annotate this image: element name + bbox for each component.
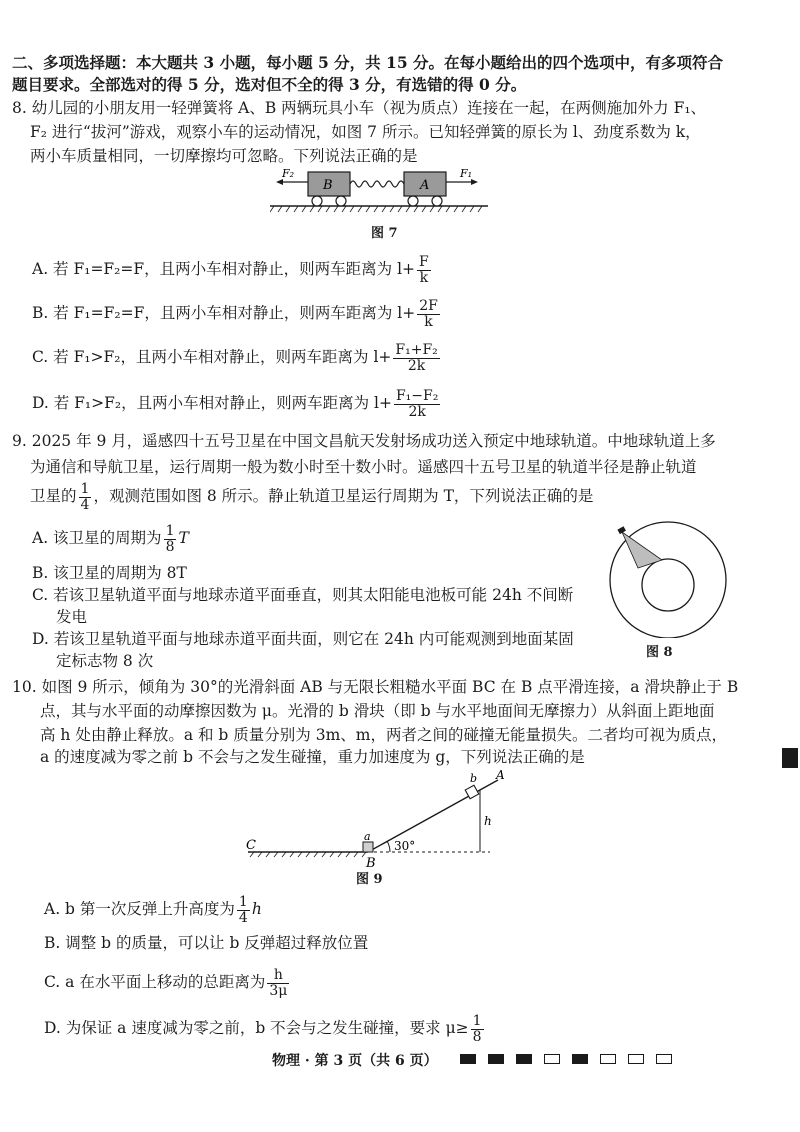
q10-option-c-pre: C. a 在水平面上移动的总距离为	[44, 973, 266, 991]
section-header-line2: 题目要求。全部选对的得 5 分，选对但不全的得 3 分，有选错的得 0 分。	[12, 75, 527, 94]
fig9-label-b-point: B	[366, 856, 376, 870]
q10-stem-line2: 点，其与水平面的动摩擦因数为 μ。光滑的 b 滑块（即 b 与水平地面间无摩擦力）从斜面上距地面	[40, 702, 715, 720]
q8-option-c-den: 2k	[407, 357, 426, 374]
q9-stem-line3-pre: 卫星的	[30, 487, 77, 505]
q10-option-d[interactable]	[44, 1008, 486, 1048]
q9-option-a[interactable]	[32, 520, 189, 556]
q9-stem-line2: 为通信和导航卫星，运行周期一般为数小时至十数小时。遥感四十五号卫星的轨道半径是静止轨道	[30, 458, 697, 476]
q8-option-c[interactable]	[32, 340, 442, 374]
section-header-line1: 二、多项选择题：本大题共 3 小题，每小题 5 分，共 15 分。在每小题给出的四个选项中，有多项符合	[12, 53, 724, 72]
q10-option-b[interactable]: B. 调整 b 的质量，可以让 b 反弹超过释放位置	[44, 934, 369, 952]
q8-option-a-num: F	[419, 253, 429, 270]
q10-stem-line3: 高 h 处由静止释放。a 和 b 质量分别为 3m、m，两者之间的碰撞无能量损失。二者均可视为质点，	[40, 726, 727, 744]
q9-option-b[interactable]: B. 该卫星的周期为 8T	[32, 564, 187, 582]
q8-stem-line3: 两小车质量相同，一切摩擦均可忽略。下列说法正确的是	[30, 147, 418, 165]
q9-stem-line3-den: 4	[80, 496, 90, 513]
q8-option-b-den: k	[424, 313, 433, 330]
q9-option-c-line1[interactable]: C. 若该卫星轨道平面与地球赤道平面垂直，则其太阳能电池板可能 24h 不间断	[32, 586, 574, 604]
q10-option-c-den: 3μ	[269, 982, 288, 999]
footer-mark-filled	[488, 1054, 504, 1064]
q8-option-c-text: C. 若 F₁>F₂，且两小车相对静止，则两车距离为 l+	[32, 348, 392, 366]
q10-option-c-num: h	[267, 968, 289, 984]
q9-option-d-line1[interactable]: D. 若该卫星轨道平面与地球赤道平面共面，则它在 24h 内可能观测到地面某固	[32, 630, 574, 648]
q9-stem-line1: 9. 2025 年 9 月，遥感四十五号卫星在中国文昌航天发射场成功送入预定中地球轨道。中地球轨道上多	[12, 432, 716, 450]
q8-option-d-den: 2k	[408, 403, 426, 420]
fig9-label-b-block: b	[470, 772, 478, 785]
figure-9-caption: 图 9	[356, 872, 383, 887]
footer-mark-filled	[516, 1054, 532, 1064]
fig9-label-c: C	[246, 838, 256, 853]
q10-option-a-num: 1	[238, 893, 248, 910]
q8-option-c-num: F₁+F₂	[395, 341, 438, 358]
fig7-label-a: A	[420, 178, 430, 193]
q8-option-a-text: A. 若 F₁=F₂=F，且两小车相对静止，则两车距离为 l+	[32, 260, 416, 278]
q8-option-d[interactable]	[32, 386, 442, 420]
q8-option-d-text: D. 若 F₁>F₂，且两小车相对静止，则两车距离为 l+	[32, 394, 392, 412]
q10-stem-line4: a 的速度减为零之前 b 不会与之发生碰撞，重力加速度为 g，下列说法正确的是	[40, 748, 585, 766]
fig9-label-a-block: a	[364, 830, 371, 843]
footer-mark-empty	[600, 1054, 616, 1064]
q10-stem-line1: 10. 如图 9 所示，倾角为 30°的光滑斜面 AB 与无限长粗糙水平面 BC 在 B 点平滑连接，a 滑块静止于 B	[12, 678, 739, 696]
q9-stem-line3-post: ，观测范围如图 8 所示。静止轨道卫星运行周期为 T，下列说法正确的是	[93, 487, 594, 505]
fig9-label-angle: 30°	[394, 839, 416, 853]
q10-option-d-pre: D. 为保证 a 速度减为零之前，b 不会与之发生碰撞，要求 μ≥	[44, 1019, 469, 1037]
q10-option-a-pre: A. b 第一次反弹上升高度为	[44, 900, 235, 918]
q9-stem-line3	[30, 476, 593, 516]
q10-option-a-post: h	[251, 900, 262, 918]
figure-9-diagram	[240, 770, 520, 870]
q8-stem-line2: F₂ 进行“拔河”游戏，观察小车的运动情况，如图 7 所示。已知轻弹簧的原长为 l、劲度系数为 k，	[30, 123, 701, 141]
q10-option-d-den: 8	[472, 1028, 482, 1045]
q10-option-d-num: 1	[472, 1012, 482, 1029]
fig7-label-f2: F₂	[282, 167, 295, 180]
fig9-label-h: h	[484, 814, 492, 828]
q9-option-a-pre: A. 该卫星的周期为	[32, 529, 162, 547]
q8-option-a[interactable]	[32, 252, 433, 286]
figure-7-caption: 图 7	[371, 226, 398, 241]
figure-7-diagram	[270, 162, 490, 220]
q8-option-d-num: F₁−F₂	[395, 387, 439, 404]
footer-mark-filled	[572, 1054, 588, 1064]
figure-8-diagram	[598, 520, 738, 638]
figure-8-caption: 图 8	[646, 645, 673, 660]
q10-option-a-den: 4	[238, 909, 248, 926]
q8-option-b[interactable]	[32, 296, 442, 330]
q10-option-c[interactable]	[44, 962, 291, 1002]
q9-option-d-line2: 定标志物 8 次	[56, 652, 154, 670]
footer-mark-empty	[656, 1054, 672, 1064]
q8-option-b-num: 2F	[419, 297, 438, 314]
q9-stem-line3-num: 1	[80, 480, 90, 497]
q9-option-a-num: 1	[165, 522, 175, 539]
fig7-label-b: B	[323, 178, 333, 193]
page-footer-label: 物理 · 第 3 页（共 6 页）	[272, 1053, 438, 1069]
footer-mark-filled	[460, 1054, 476, 1064]
q9-option-a-den: 8	[165, 538, 175, 555]
fig7-label-f1: F₁	[460, 167, 473, 180]
q9-option-c-line2: 发电	[56, 608, 88, 626]
q10-option-a[interactable]	[44, 890, 262, 928]
q8-stem-line1: 8. 幼儿园的小朋友用一轻弹簧将 A、B 两辆玩具小车（视为质点）连接在一起，在两侧施加外力 F₁、	[12, 99, 707, 117]
q8-option-b-text: B. 若 F₁=F₂=F，且两小车相对静止，则两车距离为 l+	[32, 304, 416, 322]
fig9-label-a-point: A	[496, 770, 505, 782]
footer-mark-empty	[544, 1054, 560, 1064]
footer-mark-empty	[628, 1054, 644, 1064]
q9-option-a-post: T	[178, 529, 189, 547]
q8-option-a-den: k	[419, 269, 429, 286]
scan-artifact	[782, 748, 798, 768]
